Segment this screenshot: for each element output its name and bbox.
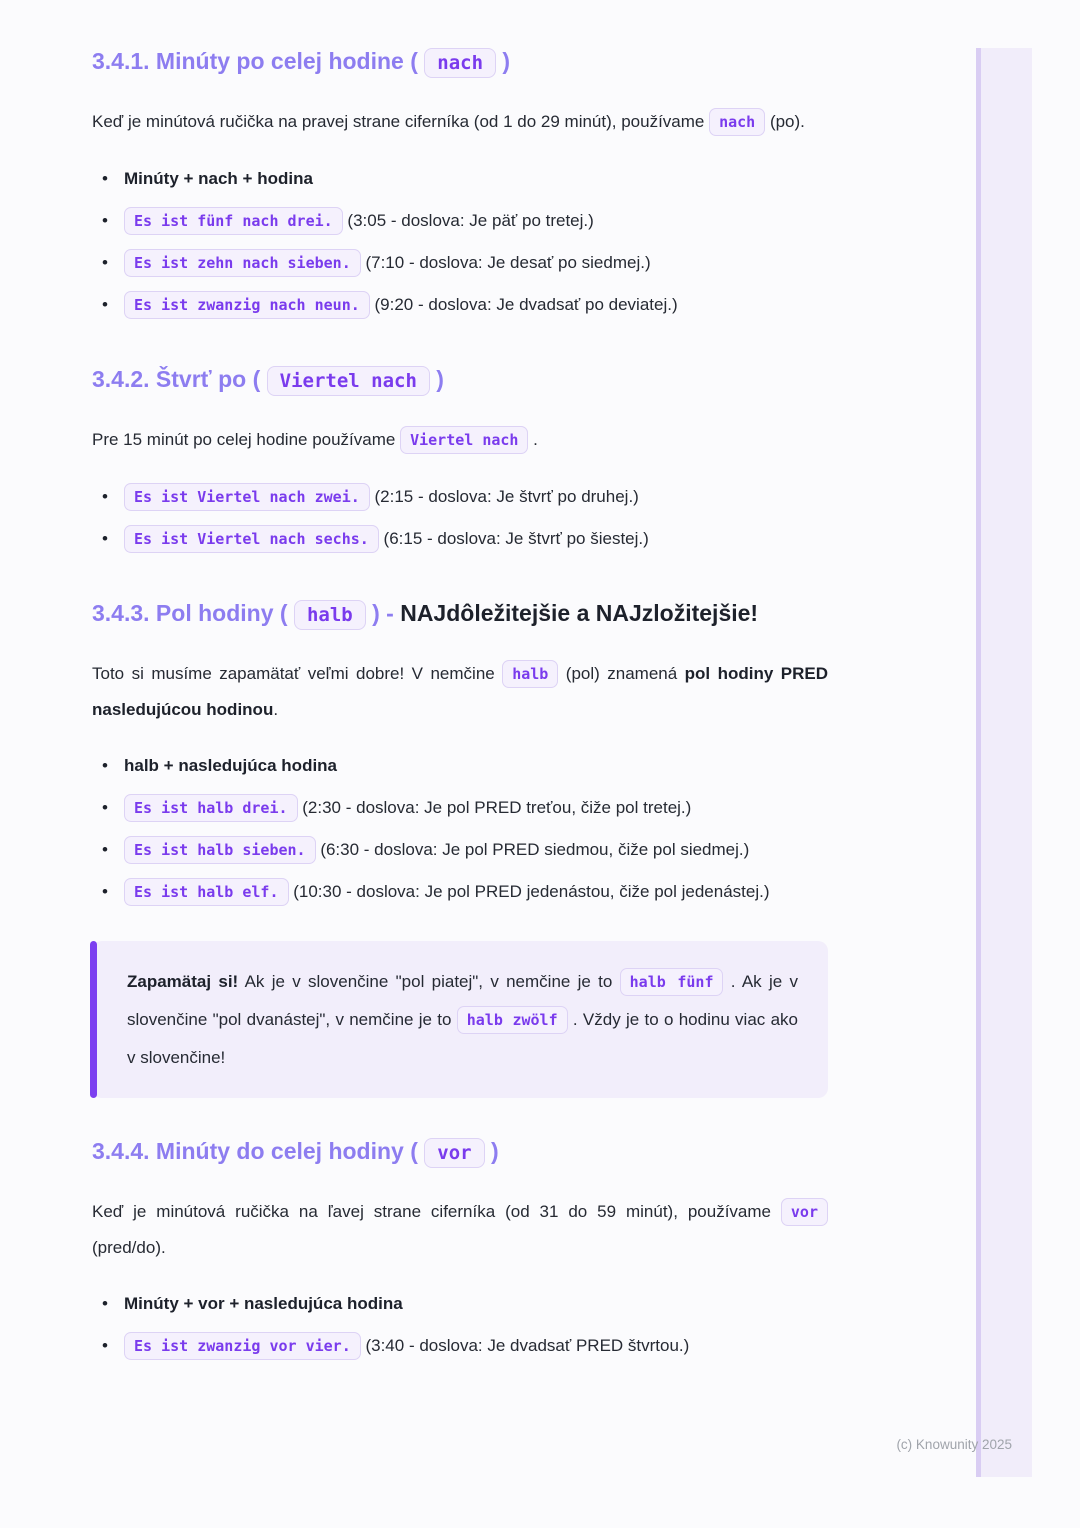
code-chip: halb bbox=[502, 660, 558, 688]
text-segment: Minúty + vor + nasledujúca hodina bbox=[124, 1294, 403, 1313]
text-segment: 3.4.2. Štvrť po ( bbox=[92, 366, 267, 392]
code-chip: Es ist Viertel nach sechs. bbox=[124, 525, 379, 553]
code-chip: vor bbox=[781, 1198, 828, 1226]
footer-copyright: (c) Knowunity 2025 bbox=[896, 1437, 1012, 1452]
text-segment: 3.4.4. Minúty do celej hodiny ( bbox=[92, 1138, 425, 1164]
bullet-marker-icon: • bbox=[102, 756, 108, 775]
text-segment: (3:05 - doslova: Je päť po tretej.) bbox=[342, 211, 594, 230]
code-chip: Es ist zehn nach sieben. bbox=[124, 249, 361, 277]
code-chip: halb zwölf bbox=[457, 1006, 568, 1034]
text-segment: ) bbox=[429, 366, 444, 392]
section-3-4-3-heading bbox=[92, 596, 828, 632]
text-segment: pol hodiny PRED nasledujúcou hodinou bbox=[92, 664, 828, 719]
list-item bbox=[92, 871, 828, 913]
code-chip: halb bbox=[294, 600, 366, 630]
code-chip: vor bbox=[424, 1138, 484, 1168]
list-item bbox=[92, 200, 828, 242]
list-item bbox=[92, 1283, 828, 1325]
text-segment: 3.4.3. Pol hodiny ( bbox=[92, 600, 294, 626]
text-segment: (6:15 - doslova: Je štvrť po šiestej.) bbox=[378, 529, 649, 548]
text-segment: Zapamätaj si! bbox=[127, 972, 239, 991]
code-chip: Viertel nach bbox=[267, 366, 430, 396]
text-segment: (po). bbox=[765, 112, 805, 131]
section-3-4-4-intro bbox=[92, 1194, 828, 1265]
text-segment: (pred/do). bbox=[92, 1238, 166, 1257]
list-item bbox=[92, 787, 828, 829]
text-segment: halb + nasledujúca hodina bbox=[124, 756, 338, 775]
code-chip: Es ist halb drei. bbox=[124, 794, 298, 822]
code-chip: Es ist Viertel nach zwei. bbox=[124, 483, 370, 511]
section-3-4-2-heading bbox=[92, 362, 828, 398]
code-chip: nach bbox=[424, 48, 496, 78]
text-segment: (2:15 - doslova: Je štvrť po druhej.) bbox=[369, 487, 639, 506]
section-3-4-2-examples bbox=[92, 476, 828, 560]
bullet-marker-icon: • bbox=[102, 295, 108, 314]
text-segment: . bbox=[273, 700, 279, 719]
text-segment: (7:10 - doslova: Je desať po siedmej.) bbox=[360, 253, 651, 272]
code-chip: Es ist halb elf. bbox=[124, 878, 289, 906]
text-segment: (pol) znamená bbox=[558, 664, 685, 683]
section-3-4-1-heading bbox=[92, 44, 828, 80]
callout-text bbox=[127, 963, 798, 1076]
remember-callout bbox=[92, 941, 828, 1098]
list-item bbox=[92, 518, 828, 560]
text-segment: Keď je minútová ručička na pravej strane ciferníka (od 1 do 29 minút), používame bbox=[92, 112, 710, 131]
text-segment: . bbox=[528, 430, 538, 449]
text-segment: ) bbox=[496, 48, 511, 74]
text-segment: Minúty + nach + hodina bbox=[124, 169, 313, 188]
list-item bbox=[92, 829, 828, 871]
callout-accent-bar bbox=[90, 941, 97, 1098]
text-segment: (2:30 - doslova: Je pol PRED treťou, čiže pol tretej.) bbox=[297, 798, 692, 817]
code-chip: nach bbox=[709, 108, 765, 136]
code-chip: Viertel nach bbox=[400, 426, 528, 454]
code-chip: Es ist zwanzig nach neun. bbox=[124, 291, 370, 319]
section-3-4-3-intro bbox=[92, 656, 828, 727]
text-segment: ) - bbox=[365, 600, 401, 626]
bullet-marker-icon: • bbox=[102, 882, 108, 901]
text-segment: . Ak je v slovenčine "pol dvanástej", v nemčine je to bbox=[127, 972, 798, 1029]
bullet-marker-icon: • bbox=[102, 487, 108, 506]
section-3-4-2-intro bbox=[92, 422, 828, 458]
bullet-marker-icon: • bbox=[102, 211, 108, 230]
text-segment: Pre 15 minút po celej hodine používame bbox=[92, 430, 401, 449]
list-item bbox=[92, 158, 828, 200]
bullet-marker-icon: • bbox=[102, 1294, 108, 1313]
bullet-marker-icon: • bbox=[102, 1336, 108, 1355]
bullet-marker-icon: • bbox=[102, 798, 108, 817]
list-item bbox=[92, 745, 828, 787]
section-3-4-4-heading bbox=[92, 1134, 828, 1170]
section-3-4-4-examples bbox=[92, 1283, 828, 1367]
section-3-4-1-intro bbox=[92, 104, 828, 140]
text-segment: . Vždy je to o hodinu viac ako v slovenčine! bbox=[127, 1010, 798, 1067]
text-segment: Ak je v slovenčine "pol piatej", v nemčine je to bbox=[238, 972, 620, 991]
text-segment: (9:20 - doslova: Je dvadsať po deviatej.) bbox=[369, 295, 678, 314]
section-3-4-1-examples bbox=[92, 158, 828, 326]
text-segment: Keď je minútová ručička na ľavej strane ciferníka (od 31 do 59 minút), používame bbox=[92, 1202, 781, 1221]
code-chip: halb fünf bbox=[620, 968, 724, 996]
bullet-marker-icon: • bbox=[102, 253, 108, 272]
text-segment: (3:40 - doslova: Je dvadsať PRED štvrtou.) bbox=[360, 1336, 690, 1355]
text-segment: 3.4.1. Minúty po celej hodine ( bbox=[92, 48, 425, 74]
list-item bbox=[92, 284, 828, 326]
bullet-marker-icon: • bbox=[102, 529, 108, 548]
text-segment: ) bbox=[484, 1138, 499, 1164]
text-segment: (10:30 - doslova: Je pol PRED jedenástou, čiže pol jedenástej.) bbox=[288, 882, 770, 901]
code-chip: Es ist fünf nach drei. bbox=[124, 207, 343, 235]
code-chip: Es ist halb sieben. bbox=[124, 836, 316, 864]
text-segment: (6:30 - doslova: Je pol PRED siedmou, čiže pol siedmej.) bbox=[315, 840, 750, 859]
bullet-marker-icon: • bbox=[102, 169, 108, 188]
list-item bbox=[92, 1325, 828, 1367]
bullet-marker-icon: • bbox=[102, 840, 108, 859]
list-item bbox=[92, 476, 828, 518]
text-segment: NAJdôležitejšie a NAJzložitejšie! bbox=[400, 600, 759, 626]
list-item bbox=[92, 242, 828, 284]
code-chip: Es ist zwanzig vor vier. bbox=[124, 1332, 361, 1360]
section-3-4-3-examples bbox=[92, 745, 828, 913]
text-segment: Toto si musíme zapamätať veľmi dobre! V nemčine bbox=[92, 664, 503, 683]
